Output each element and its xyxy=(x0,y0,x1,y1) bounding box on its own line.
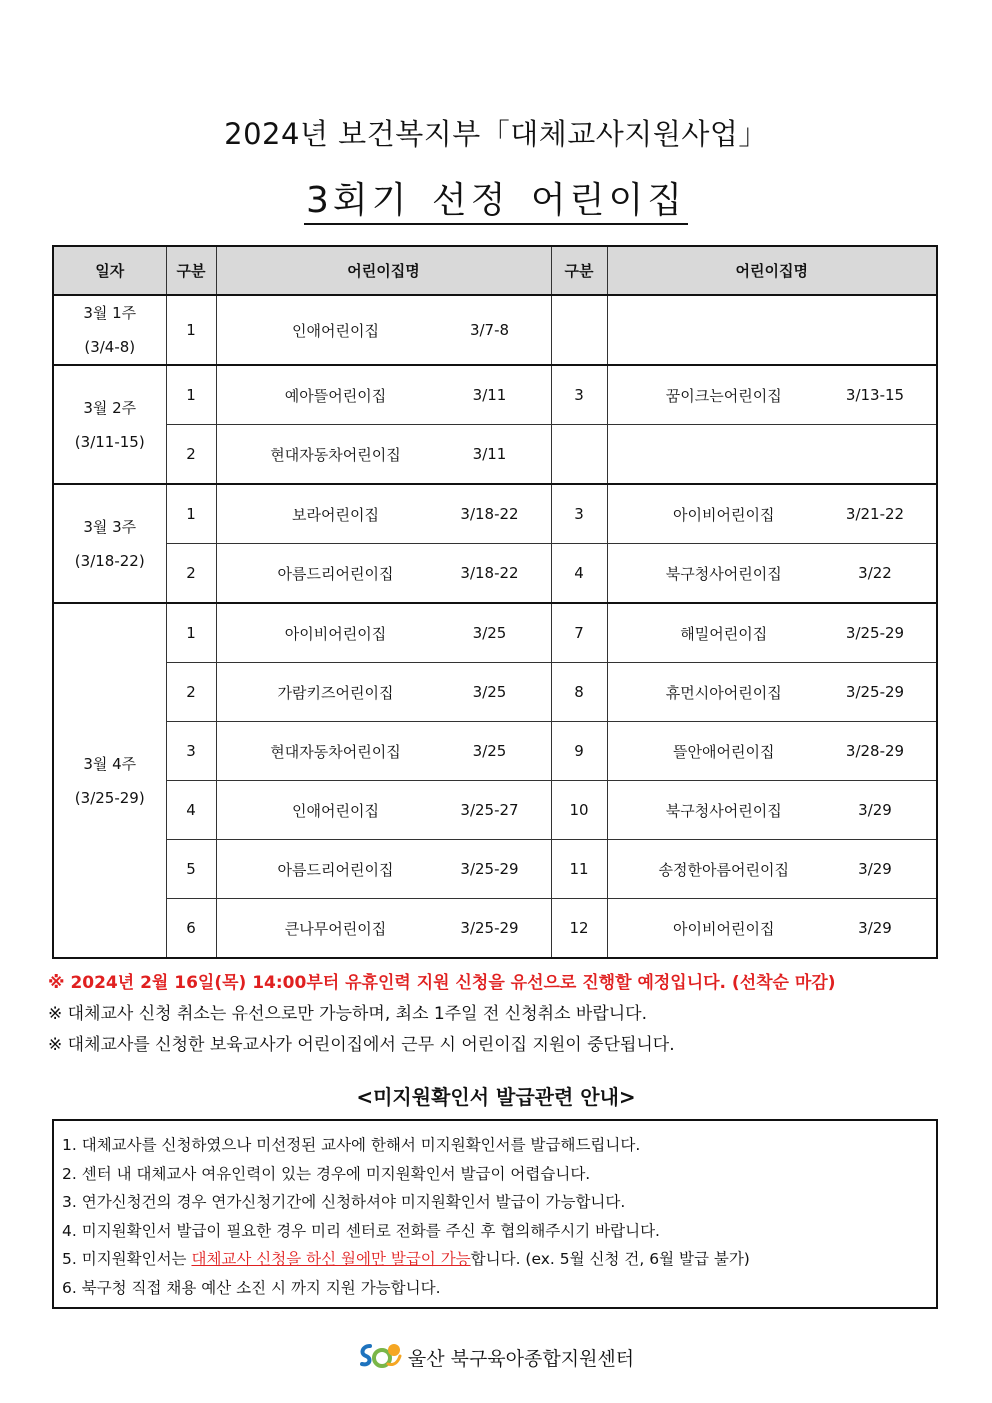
center-name: 해밀어린이집 xyxy=(680,624,768,643)
center-cell xyxy=(216,295,551,365)
center-dates: 3/13-15 xyxy=(845,386,905,404)
center-cell xyxy=(607,365,937,425)
table-row xyxy=(53,603,937,663)
guide-item: 1. 대체교사를 신청하였으나 미선정된 교사에 한해서 미지원확인서를 발급해드립니다. xyxy=(62,1136,641,1154)
header-name-right: 어린이집명 xyxy=(607,246,937,295)
center-name: 아이비어린이집 xyxy=(673,919,775,938)
center-cell xyxy=(607,603,937,663)
footer-org-name: 울산 북구육아종합지원센터 xyxy=(407,1348,635,1370)
center-cell xyxy=(216,840,551,899)
week-label: 3월 1주 xyxy=(83,304,137,322)
center-name: 뜰안애어린이집 xyxy=(673,742,775,761)
guide-item: 3. 연가신청건의 경우 연가신청기간에 신청하셔야 미지원확인서 발급이 가능합니다. xyxy=(62,1193,626,1212)
center-dates: 3/29 xyxy=(858,801,892,819)
table-row xyxy=(53,840,937,899)
center-name: 꿈이크는어린이집 xyxy=(665,386,782,405)
center-cell xyxy=(216,663,551,722)
number-cell: 1 xyxy=(166,365,216,425)
header-no-right: 구분 xyxy=(551,246,607,295)
center-cell xyxy=(216,365,551,425)
center-name: 보라어린이집 xyxy=(292,505,379,524)
center-dates: 3/18-22 xyxy=(460,564,519,582)
header-name-left: 어린이집명 xyxy=(216,246,551,295)
center-cell xyxy=(607,425,937,485)
number-cell: 10 xyxy=(551,781,607,840)
week-cell xyxy=(53,295,166,365)
guide-title: <미지원확인서 발급관련 안내> xyxy=(356,1085,636,1109)
center-dates: 3/28-29 xyxy=(845,742,905,760)
footer xyxy=(0,1340,992,1375)
center-dates: 3/7-8 xyxy=(469,321,510,339)
week-range: (3/18-22) xyxy=(74,551,145,570)
number-cell: 1 xyxy=(166,603,216,663)
center-name: 인애어린이집 xyxy=(292,321,379,340)
center-cell xyxy=(216,484,551,544)
number-cell: 7 xyxy=(551,603,607,663)
center-cell xyxy=(607,484,937,544)
week-cell xyxy=(53,365,166,484)
center-dates: 3/25-29 xyxy=(460,919,519,937)
center-name: 큰나무어린이집 xyxy=(284,919,387,938)
number-cell: 2 xyxy=(166,425,216,485)
center-dates: 3/29 xyxy=(858,919,892,937)
week-label: 3월 3주 xyxy=(83,517,137,536)
guide-item5-pre: 5. 미지원확인서는 xyxy=(62,1250,192,1269)
number-cell: 5 xyxy=(166,840,216,899)
center-name: 아름드리어린이집 xyxy=(277,564,394,583)
number-cell: 3 xyxy=(551,484,607,544)
center-cell xyxy=(607,544,937,604)
notes xyxy=(48,968,836,1061)
table-row xyxy=(53,663,937,722)
number-cell: 2 xyxy=(166,544,216,604)
center-name: 휴먼시아어린이집 xyxy=(665,683,782,702)
center-dates: 3/25-29 xyxy=(845,624,905,642)
header-date: 일자 xyxy=(53,246,166,295)
guide-item: 6. 북구청 직접 채용 예산 소진 시 까지 지원 가능합니다. xyxy=(62,1278,441,1297)
table-row xyxy=(53,544,937,604)
center-name: 가람키즈어린이집 xyxy=(277,683,394,702)
center-cell xyxy=(607,899,937,959)
center-cell xyxy=(607,722,937,781)
number-cell: 12 xyxy=(551,899,607,959)
center-dates: 3/25-27 xyxy=(460,801,519,819)
guide-box xyxy=(52,1119,938,1309)
center-name: 송정한아름어린이집 xyxy=(658,860,789,879)
center-name: 아름드리어린이집 xyxy=(277,860,394,879)
center-cell xyxy=(216,425,551,485)
center-name: 북구청사어린이집 xyxy=(665,564,782,583)
week-cell xyxy=(53,603,166,958)
table-row xyxy=(53,425,937,485)
schedule-body xyxy=(53,295,937,958)
document-title: 2024년 보건복지부「대체교사지원사업」 xyxy=(224,117,768,151)
number-cell: 4 xyxy=(551,544,607,604)
center-dates: 3/25 xyxy=(472,624,507,642)
center-dates: 3/25 xyxy=(472,742,507,760)
number-cell: 1 xyxy=(166,295,216,365)
center-cell xyxy=(216,544,551,604)
number-cell: 1 xyxy=(166,484,216,544)
week-cell xyxy=(53,484,166,603)
center-dates: 3/29 xyxy=(858,860,892,878)
center-dates: 3/25-29 xyxy=(845,683,905,701)
number-cell: 11 xyxy=(551,840,607,899)
center-name: 예아뜰어린이집 xyxy=(284,386,387,405)
center-dates: 3/21-22 xyxy=(845,505,905,523)
center-cell xyxy=(216,899,551,959)
schedule-table xyxy=(52,245,938,959)
center-dates: 3/25 xyxy=(472,683,507,701)
center-dates: 3/22 xyxy=(858,564,892,582)
number-cell: 9 xyxy=(551,722,607,781)
center-cell xyxy=(607,840,937,899)
center-cell xyxy=(216,781,551,840)
week-range: (3/25-29) xyxy=(74,788,145,807)
week-range: (3/11-15) xyxy=(74,432,145,451)
week-label: 3월 4주 xyxy=(83,754,137,773)
number-cell: 4 xyxy=(166,781,216,840)
table-row xyxy=(53,484,937,544)
week-range: (3/4-8) xyxy=(84,338,136,356)
center-cell xyxy=(607,663,937,722)
center-name: 인애어린이집 xyxy=(292,801,379,820)
center-name: 아이비어린이집 xyxy=(673,505,775,524)
table-row xyxy=(53,722,937,781)
guide-item5-post: 합니다. (ex. 5월 신청 건, 6월 발급 불가) xyxy=(470,1250,750,1269)
note-suspend: ※ 대체교사를 신청한 보육교사가 어린이집에서 근무 시 어린이집 지원이 중단됩니다. xyxy=(48,1035,675,1055)
table-header-row xyxy=(53,246,937,295)
table-row xyxy=(53,899,937,959)
header-no-left: 구분 xyxy=(166,246,216,295)
note-cancel: ※ 대체교사 신청 취소는 유선으로만 가능하며, 최소 1주일 전 신청취소 바랍니다. xyxy=(48,1004,647,1024)
center-dates: 3/11 xyxy=(472,445,507,463)
guide-item xyxy=(62,1245,936,1274)
center-cell xyxy=(607,781,937,840)
center-logo-icon xyxy=(358,1340,402,1375)
table-row xyxy=(53,295,937,365)
center-dates: 3/11 xyxy=(472,386,507,404)
center-dates: 3/25-29 xyxy=(460,860,519,878)
subtitle-text: 3회기 선정 어린이집 xyxy=(304,180,688,225)
center-cell xyxy=(216,603,551,663)
number-cell: 8 xyxy=(551,663,607,722)
guide-item: 4. 미지원확인서 발급이 필요한 경우 미리 센터로 전화를 주신 후 협의해주시기 바랍니다. xyxy=(62,1221,660,1240)
guide-item5-highlight: 대체교사 신청을 하신 월에만 발급이 가능 xyxy=(191,1250,471,1269)
guide-item: 2. 센터 내 대체교사 여유인력이 있는 경우에 미지원확인서 발급이 어렵습니다. xyxy=(62,1164,591,1183)
table-row xyxy=(53,781,937,840)
number-cell xyxy=(551,295,607,365)
center-name: 아이비어린이집 xyxy=(284,624,387,643)
center-cell xyxy=(216,722,551,781)
center-name: 현대자동차어린이집 xyxy=(270,742,401,761)
note-application: ※ 2024년 2월 16일(목) 14:00부터 유휴인력 지원 신청을 유선으로 진행할 예정입니다. (선착순 마감) xyxy=(48,973,836,993)
number-cell xyxy=(551,425,607,485)
center-cell xyxy=(607,295,937,365)
number-cell: 6 xyxy=(166,899,216,959)
center-name: 북구청사어린이집 xyxy=(665,801,782,820)
center-name: 현대자동차어린이집 xyxy=(270,445,401,464)
table-row xyxy=(53,365,937,425)
week-label: 3월 2주 xyxy=(83,398,137,417)
center-dates: 3/18-22 xyxy=(460,505,519,523)
document-subtitle xyxy=(0,172,992,223)
number-cell: 2 xyxy=(166,663,216,722)
number-cell: 3 xyxy=(551,365,607,425)
number-cell: 3 xyxy=(166,722,216,781)
